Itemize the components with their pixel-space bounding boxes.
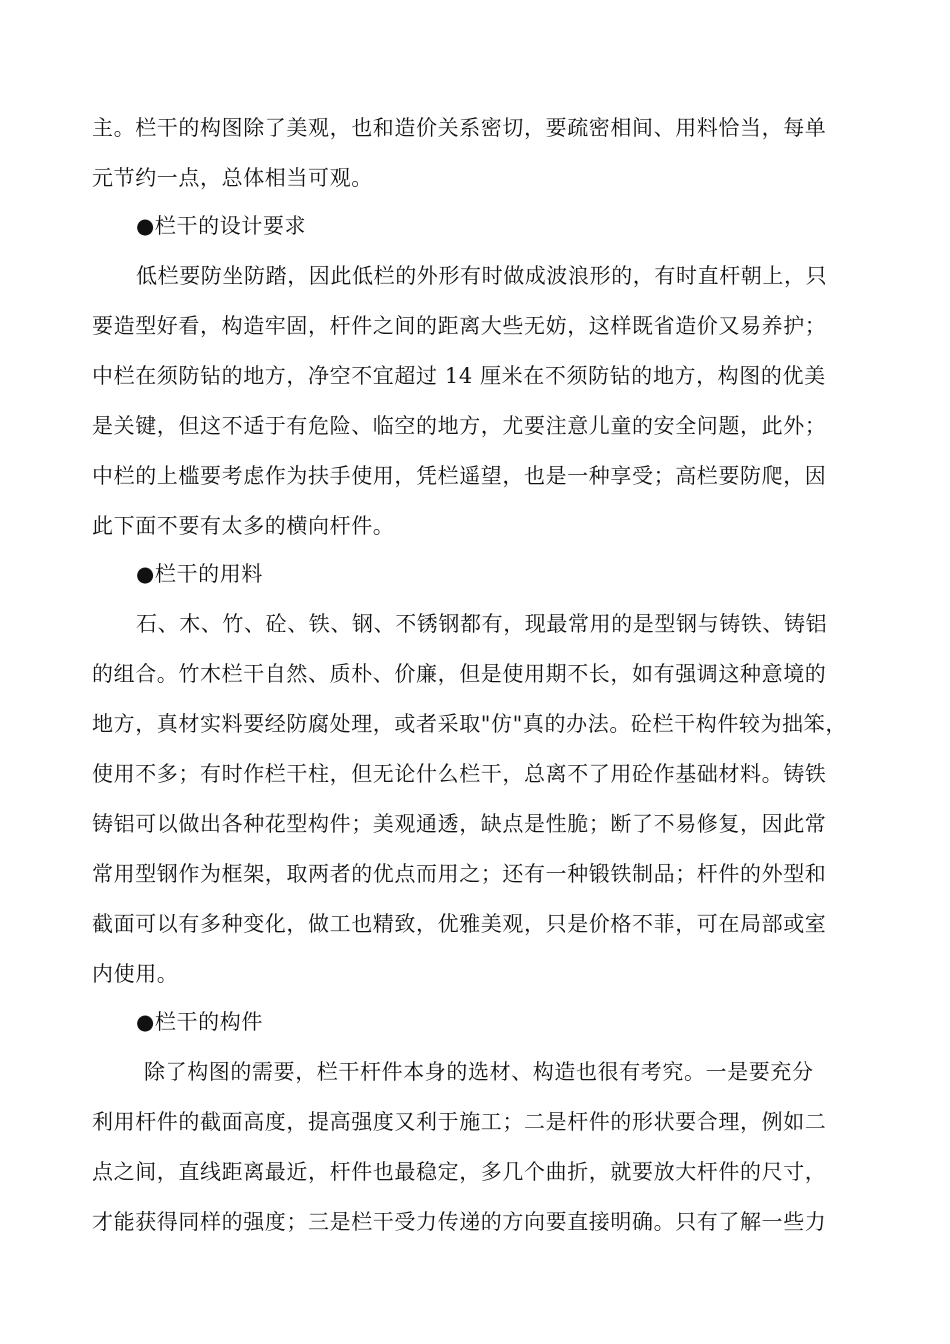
material-line-6: 常用型钢作为框架，取两者的优点而用之；还有一种锻铁制品；杆件的外型和 xyxy=(92,862,827,886)
components-line-1: 除了构图的需要，栏干杆件本身的选材、构造也很有考究。一是要充分 xyxy=(144,1060,814,1084)
material-line-2: 的组合。竹木栏干自然、质朴、价廉，但是使用期不长，如有强调这种意境的 xyxy=(92,662,827,686)
design-line-5: 中栏的上槛要考虑作为扶手使用，凭栏遥望，也是一种享受；高栏要防爬，因 xyxy=(92,464,827,488)
components-line-2: 利用杆件的截面高度，提高强度又利于施工；二是杆件的形状要合理，例如二 xyxy=(92,1110,827,1134)
material-line-8: 内使用。 xyxy=(92,962,179,986)
intro-line-2: 元节约一点，总体相当可观。 xyxy=(92,166,373,190)
design-line-6: 此下面不要有太多的横向杆件。 xyxy=(92,514,395,538)
heading-design-requirements: ●栏干的设计要求 xyxy=(136,214,307,238)
material-line-7: 截面可以有多种变化，做工也精致，优雅美观，只是价格不菲，可在局部或室 xyxy=(92,912,827,936)
heading-components: ●栏干的构件 xyxy=(136,1010,263,1034)
material-line-1: 石、木、竹、砼、铁、钢、不锈钢都有，现最常用的是型钢与铸铁、铸铝 xyxy=(136,612,828,636)
design-line-1: 低栏要防坐防踏，因此低栏的外形有时做成波浪形的，有时直杆朝上，只 xyxy=(136,264,828,288)
material-line-5: 铸铝可以做出各种花型构件；美观通透，缺点是性脆；断了不易修复，因此常 xyxy=(92,812,827,836)
intro-line-1: 主。栏干的构图除了美观，也和造价关系密切，要疏密相间、用料恰当，每单 xyxy=(92,116,827,140)
design-line-2: 要造型好看，构造牢固，杆件之间的距离大些无妨，这样既省造价又易养护； xyxy=(92,314,827,338)
design-line-4: 是关键，但这不适于有危险、临空的地方，尤要注意儿童的安全问题，此外； xyxy=(92,414,827,438)
components-line-3: 点之间，直线距离最近，杆件也最稳定，多几个曲折，就要放大杆件的尺寸， xyxy=(92,1160,827,1184)
design-line-3: 中栏在须防钻的地方，净空不宜超过 14 厘米在不须防钻的地方，构图的优美 xyxy=(92,364,826,388)
material-line-3: 地方，真材实料要经防腐处理，或者采取"仿"真的办法。砼栏干构件较为拙笨， xyxy=(92,712,847,736)
material-line-4: 使用不多；有时作栏干柱，但无论什么栏干，总离不了用砼作基础材料。铸铁 xyxy=(92,762,827,786)
components-line-4: 才能获得同样的强度；三是栏干受力传递的方向要直接明确。只有了解一些力 xyxy=(92,1210,827,1234)
heading-materials: ●栏干的用料 xyxy=(136,562,263,586)
